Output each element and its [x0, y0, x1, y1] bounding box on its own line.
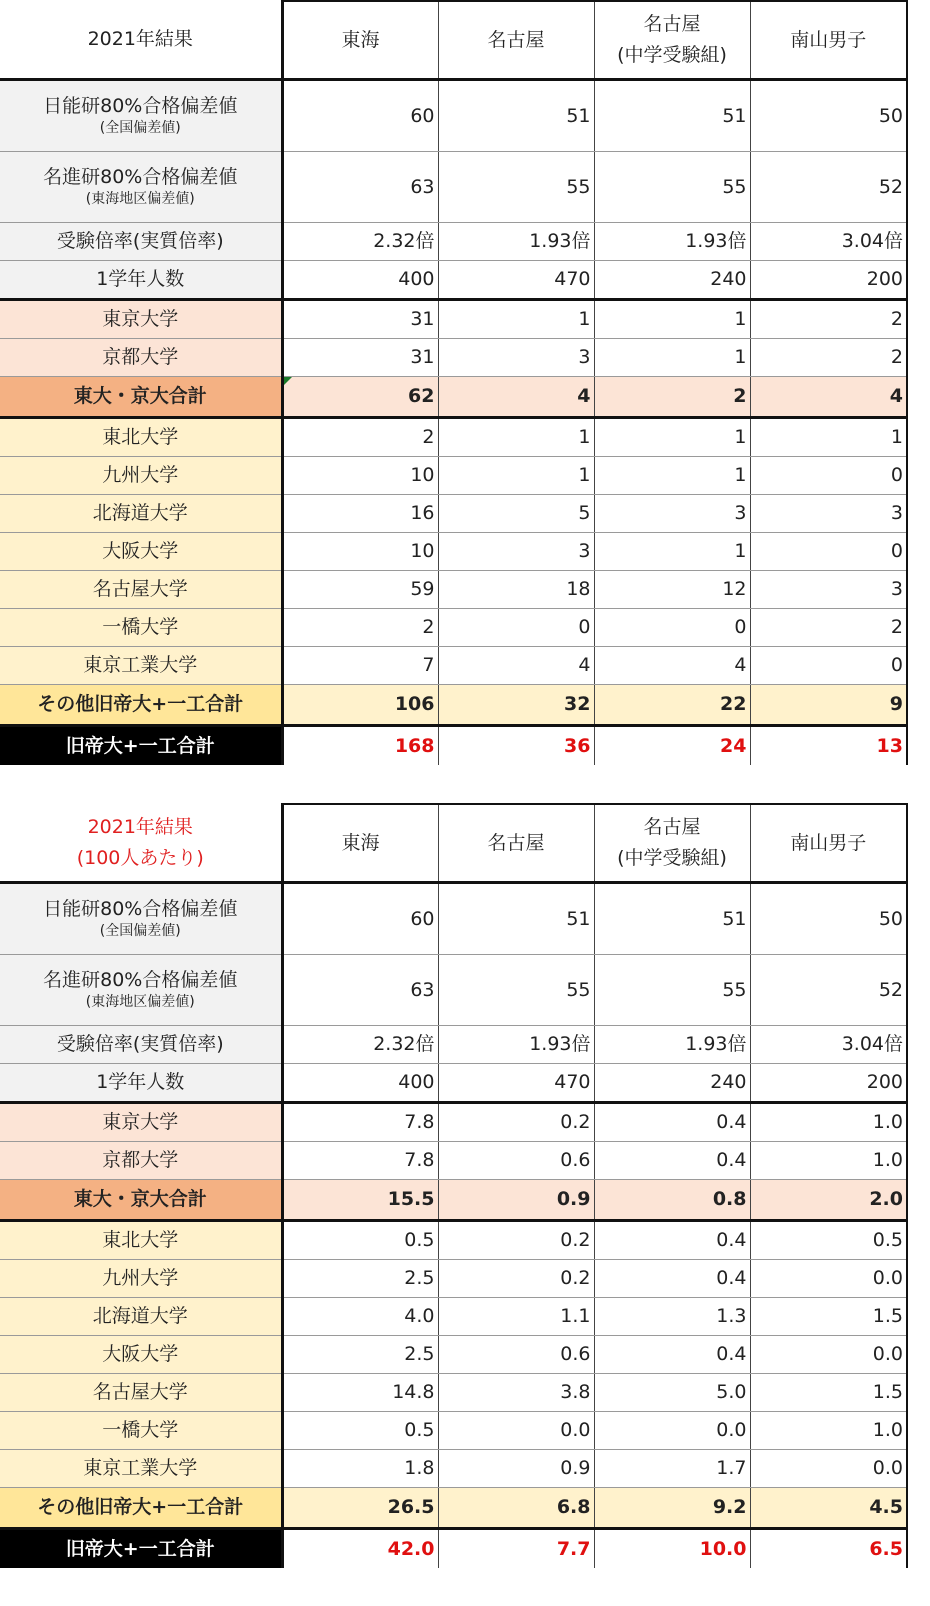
row-label-text: 名進研80%合格偏差値 [43, 968, 238, 991]
table-row [0, 1412, 907, 1450]
table-row [0, 223, 907, 261]
row-label-text: 東京大学 [102, 1111, 179, 1134]
column-header-line1: 南山男子 [790, 831, 867, 854]
table-cell: 55 [594, 955, 750, 1026]
row-label-text: 九州大学 [102, 1267, 179, 1290]
table-title-line1: 2021年結果 [87, 28, 193, 51]
table-row [0, 1529, 907, 1569]
row-label-text: 一橋大学 [102, 616, 179, 639]
row-label-text: 旧帝大+一工合計 [65, 734, 215, 757]
table-cell: 6.5 [750, 1529, 907, 1569]
table-cell: 1 [438, 418, 594, 457]
table-cell: 7 [282, 647, 438, 685]
table-cell: 1.0 [750, 1412, 907, 1450]
row-label-text: 日能研80%合格偏差値 [43, 94, 238, 117]
row-label [0, 457, 282, 495]
table-cell: 0.4 [594, 1336, 750, 1374]
table-cell: 240 [594, 261, 750, 300]
table-cell: 0.0 [750, 1450, 907, 1488]
row-label-text: 北海道大学 [92, 502, 188, 525]
table-cell: 62 [282, 377, 438, 418]
table-cell: 0.0 [594, 1412, 750, 1450]
row-label [0, 1103, 282, 1142]
column-header-line2: (中学受験組) [617, 847, 727, 869]
header-row [0, 804, 907, 883]
table-cell: 1.93倍 [438, 223, 594, 261]
table-cell: 3.04倍 [750, 1026, 907, 1064]
table-cell: 1 [438, 300, 594, 339]
table-cell: 470 [438, 261, 594, 300]
table-row [0, 609, 907, 647]
row-label-text: 名古屋大学 [92, 1381, 188, 1404]
row-label [0, 609, 282, 647]
row-label [0, 647, 282, 685]
table-cell: 3 [750, 571, 907, 609]
table-cell: 0.4 [594, 1103, 750, 1142]
column-header [438, 804, 594, 883]
table-cell: 0 [750, 533, 907, 571]
table-cell: 0.8 [594, 1180, 750, 1221]
table-cell: 0 [594, 609, 750, 647]
table-cell: 0.2 [438, 1103, 594, 1142]
results-per-100-table [0, 803, 908, 1568]
table-cell: 1.93倍 [594, 1026, 750, 1064]
row-label-sub: (東海地区偏差値) [85, 993, 195, 1010]
table-cell: 106 [282, 685, 438, 726]
table-cell: 60 [282, 883, 438, 955]
table-cell: 52 [750, 955, 907, 1026]
row-label-sub: (全国偏差値) [99, 922, 181, 939]
table-cell: 0.6 [438, 1336, 594, 1374]
table-cell: 50 [750, 883, 907, 955]
column-header-line1: 東海 [341, 831, 380, 854]
table-cell: 168 [282, 726, 438, 766]
row-label-sub: (東海地区偏差値) [85, 190, 195, 207]
table-cell: 0.6 [438, 1142, 594, 1180]
table-cell: 0.2 [438, 1221, 594, 1260]
table-cell: 14.8 [282, 1374, 438, 1412]
row-label [0, 685, 282, 726]
table-cell: 1 [594, 533, 750, 571]
row-label [0, 1142, 282, 1180]
table-cell: 2.0 [750, 1180, 907, 1221]
row-label [0, 223, 282, 261]
table-cell: 0.0 [750, 1336, 907, 1374]
row-label-text: その他旧帝大+一工合計 [37, 1496, 244, 1519]
column-header-line1: 名古屋 [487, 831, 545, 854]
row-label [0, 571, 282, 609]
table-cell: 10 [282, 457, 438, 495]
table-cell: 4.5 [750, 1488, 907, 1529]
table-cell: 3 [594, 495, 750, 533]
table-cell: 32 [438, 685, 594, 726]
table-row [0, 533, 907, 571]
table-cell: 9.2 [594, 1488, 750, 1529]
column-header-line1: 南山男子 [790, 28, 867, 51]
table-cell: 4 [438, 647, 594, 685]
row-label-text: 東北大学 [102, 1229, 179, 1252]
row-label [0, 1529, 282, 1569]
table-cell: 42.0 [282, 1529, 438, 1569]
table-cell: 12 [594, 571, 750, 609]
table-cell: 1.7 [594, 1450, 750, 1488]
table-cell: 63 [282, 955, 438, 1026]
table-cell: 4.0 [282, 1298, 438, 1336]
table-cell: 1.5 [750, 1298, 907, 1336]
table-cell: 0 [750, 457, 907, 495]
table-row [0, 647, 907, 685]
table-cell: 0.0 [438, 1412, 594, 1450]
row-label-text: 九州大学 [102, 464, 179, 487]
table-row [0, 339, 907, 377]
table-row [0, 1180, 907, 1221]
column-header [438, 1, 594, 80]
column-header-line1: 東海 [341, 28, 380, 51]
table-cell: 50 [750, 80, 907, 152]
row-label [0, 533, 282, 571]
row-label [0, 495, 282, 533]
table-row [0, 1221, 907, 1260]
table-row [0, 457, 907, 495]
table-cell: 1.93倍 [438, 1026, 594, 1064]
row-label-text: 名進研80%合格偏差値 [43, 165, 238, 188]
table-cell: 24 [594, 726, 750, 766]
column-header-line1: 名古屋 [643, 13, 701, 36]
results-table [0, 0, 908, 765]
table-cell: 51 [438, 883, 594, 955]
table-title-line2: (100人あたり) [76, 846, 204, 869]
column-header [594, 804, 750, 883]
table-cell: 3.8 [438, 1374, 594, 1412]
table-row [0, 300, 907, 339]
table-cell: 55 [438, 152, 594, 223]
table-title [0, 1, 282, 80]
row-label [0, 955, 282, 1026]
table-row [0, 80, 907, 152]
table-cell: 10 [282, 533, 438, 571]
table-cell: 0.0 [750, 1260, 907, 1298]
table-row [0, 1142, 907, 1180]
table-cell: 1.8 [282, 1450, 438, 1488]
row-label [0, 1026, 282, 1064]
table-row [0, 883, 907, 955]
table-cell: 1 [594, 418, 750, 457]
table-cell: 0.4 [594, 1260, 750, 1298]
row-label-text: 東北大学 [102, 426, 179, 449]
table-cell: 2.5 [282, 1336, 438, 1374]
row-label-text: 東大・京大合計 [73, 385, 207, 408]
row-label-text: 京都大学 [102, 1149, 179, 1172]
row-label-text: 旧帝大+一工合計 [65, 1537, 215, 1560]
row-label [0, 726, 282, 766]
table-cell: 1.0 [750, 1103, 907, 1142]
table-row [0, 1374, 907, 1412]
row-label-text: その他旧帝大+一工合計 [37, 693, 244, 716]
table-cell: 0.9 [438, 1450, 594, 1488]
table-cell: 52 [750, 152, 907, 223]
table-cell: 1.3 [594, 1298, 750, 1336]
table-cell: 2.32倍 [282, 223, 438, 261]
table-cell: 55 [438, 955, 594, 1026]
table-cell: 3 [750, 495, 907, 533]
row-label-text: 東京大学 [102, 308, 179, 331]
table-row [0, 1336, 907, 1374]
table-cell: 2 [750, 300, 907, 339]
table-row [0, 1064, 907, 1103]
table-cell: 1.1 [438, 1298, 594, 1336]
row-label [0, 300, 282, 339]
table-cell: 9 [750, 685, 907, 726]
table-cell: 1 [594, 339, 750, 377]
table-cell: 60 [282, 80, 438, 152]
column-header-line2: (中学受験組) [617, 44, 727, 66]
table-cell: 26.5 [282, 1488, 438, 1529]
table-cell: 3 [438, 339, 594, 377]
table-cell: 36 [438, 726, 594, 766]
table-cell: 31 [282, 339, 438, 377]
table-cell: 63 [282, 152, 438, 223]
row-label-text: 東大・京大合計 [73, 1188, 207, 1211]
row-label [0, 80, 282, 152]
row-label [0, 1260, 282, 1298]
table-cell: 5.0 [594, 1374, 750, 1412]
table-cell: 2 [750, 609, 907, 647]
table-row [0, 685, 907, 726]
table-cell: 16 [282, 495, 438, 533]
column-header [750, 1, 907, 80]
row-label-text: 1学年人数 [96, 268, 185, 291]
table-cell: 55 [594, 152, 750, 223]
table-cell: 18 [438, 571, 594, 609]
row-label [0, 339, 282, 377]
table-row [0, 1103, 907, 1142]
table-cell: 6.8 [438, 1488, 594, 1529]
table-row [0, 1026, 907, 1064]
table-cell: 1 [438, 457, 594, 495]
table-cell: 0.5 [282, 1412, 438, 1450]
row-label-text: 北海道大学 [92, 1305, 188, 1328]
table-cell: 400 [282, 261, 438, 300]
table-cell: 7.8 [282, 1142, 438, 1180]
column-header-line1: 名古屋 [487, 28, 545, 51]
table-row [0, 1488, 907, 1529]
table-cell: 0.4 [594, 1221, 750, 1260]
table-row [0, 1260, 907, 1298]
row-label [0, 1450, 282, 1488]
table-cell: 51 [594, 80, 750, 152]
table-cell: 2 [594, 377, 750, 418]
table-row [0, 495, 907, 533]
row-label [0, 1221, 282, 1260]
table-cell: 1.5 [750, 1374, 907, 1412]
row-label [0, 1180, 282, 1221]
row-label [0, 261, 282, 300]
row-label-text: 京都大学 [102, 346, 179, 369]
row-label [0, 1298, 282, 1336]
table-cell: 7.7 [438, 1529, 594, 1569]
row-label-text: 東京工業大学 [83, 1457, 198, 1480]
table-cell: 2 [282, 609, 438, 647]
row-label [0, 1064, 282, 1103]
table-cell: 22 [594, 685, 750, 726]
table-cell: 400 [282, 1064, 438, 1103]
column-header-line1: 名古屋 [643, 816, 701, 839]
table-cell: 0.5 [282, 1221, 438, 1260]
table-cell: 0.5 [750, 1221, 907, 1260]
table-cell: 15.5 [282, 1180, 438, 1221]
table-row [0, 571, 907, 609]
table-row [0, 955, 907, 1026]
table-cell: 51 [594, 883, 750, 955]
table-row [0, 1450, 907, 1488]
header-row [0, 1, 907, 80]
table-cell: 2.32倍 [282, 1026, 438, 1064]
table-row [0, 1298, 907, 1336]
table-cell: 2.5 [282, 1260, 438, 1298]
table-cell: 31 [282, 300, 438, 339]
row-label [0, 418, 282, 457]
table-row [0, 418, 907, 457]
row-label [0, 377, 282, 418]
row-label [0, 1488, 282, 1529]
table-cell: 2 [750, 339, 907, 377]
table-cell: 10.0 [594, 1529, 750, 1569]
row-label-text: 一橋大学 [102, 1419, 179, 1442]
table-cell: 2 [282, 418, 438, 457]
row-label-text: 受験倍率(実質倍率) [56, 230, 224, 253]
table-cell: 1.93倍 [594, 223, 750, 261]
table-cell: 4 [594, 647, 750, 685]
row-label [0, 883, 282, 955]
table-cell: 4 [438, 377, 594, 418]
table-row [0, 261, 907, 300]
table-cell: 0.2 [438, 1260, 594, 1298]
table-cell: 470 [438, 1064, 594, 1103]
table-cell: 13 [750, 726, 907, 766]
table-cell: 3.04倍 [750, 223, 907, 261]
table-cell: 0.4 [594, 1142, 750, 1180]
row-label-sub: (全国偏差値) [99, 119, 181, 136]
table-cell: 200 [750, 1064, 907, 1103]
column-header [594, 1, 750, 80]
column-header [282, 804, 438, 883]
table-cell: 240 [594, 1064, 750, 1103]
row-label-text: 名古屋大学 [92, 578, 188, 601]
row-label [0, 1336, 282, 1374]
table-title-line1: 2021年結果 [87, 815, 193, 838]
table-cell: 59 [282, 571, 438, 609]
table-row [0, 152, 907, 223]
table-row [0, 726, 907, 766]
table-cell: 4 [750, 377, 907, 418]
row-label-text: 受験倍率(実質倍率) [56, 1033, 224, 1056]
table-cell: 1.0 [750, 1142, 907, 1180]
row-label [0, 1374, 282, 1412]
column-header [750, 804, 907, 883]
table-cell: 0 [750, 647, 907, 685]
column-header [282, 1, 438, 80]
table-cell: 1 [594, 457, 750, 495]
table-cell: 200 [750, 261, 907, 300]
table-cell: 3 [438, 533, 594, 571]
table-cell: 51 [438, 80, 594, 152]
row-label-text: 大阪大学 [102, 540, 179, 563]
table-cell: 1 [750, 418, 907, 457]
row-label [0, 1412, 282, 1450]
table-cell: 5 [438, 495, 594, 533]
row-label-text: 日能研80%合格偏差値 [43, 897, 238, 920]
row-label [0, 152, 282, 223]
table-cell: 0 [438, 609, 594, 647]
table-title [0, 804, 282, 883]
table-cell: 7.8 [282, 1103, 438, 1142]
row-label-text: 大阪大学 [102, 1343, 179, 1366]
row-label-text: 1学年人数 [96, 1071, 185, 1094]
table-cell: 0.9 [438, 1180, 594, 1221]
row-label-text: 東京工業大学 [83, 654, 198, 677]
table-cell: 1 [594, 300, 750, 339]
table-row [0, 377, 907, 418]
